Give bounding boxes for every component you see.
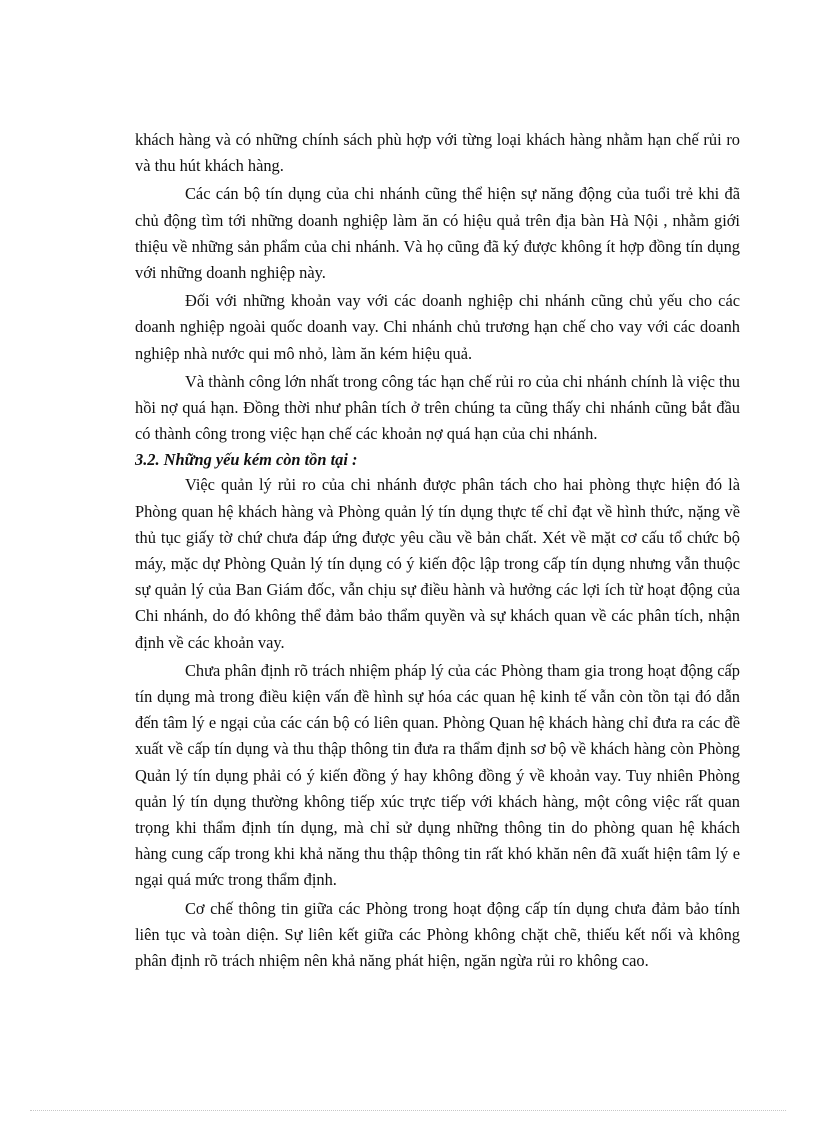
document-page	[135, 127, 740, 974]
paragraph: Việc quản lý rủi ro của chi nhánh được phân tách cho hai phòng thực hiện đó là Phòng quan hệ khách hàng và Phòng quản lý tín dụng thực tế chỉ đạt về hình thức, nặng về thủ tục giấy tờ chứ chưa đáp ứng được yêu cầu về bản chất. Xét về mặt cơ cấu tổ chức bộ máy, mặc dự Phòng Quản lý tín dụng có ý kiến độc lập trong cấp tín dụng nhưng vẫn thuộc sự quản lý của Ban Giám đốc, vẫn chịu sự điều hành và hưởng các lợi ích từ hoạt động của Chi nhánh, do đó không thể đảm bảo thẩm quyền và sự khách quan về các phân tích, nhận định về các khoản vay.	[135, 475, 740, 652]
paragraph: Chưa phân định rõ trách nhiệm pháp lý của các Phòng tham gia trong hoạt động cấp tín dụng mà trong điều kiện vấn đề hình sự hóa các quan hệ kinh tế vẫn còn tồn tại đó dẫn đến tâm lý e ngại của các cán bộ có liên quan. Phòng Quan hệ khách hàng chỉ đưa ra các đề xuất về cấp tín dụng và thu thập thông tin đưa ra thẩm định sơ bộ về khách hàng còn Phòng Quản lý tín dụng phải có ý kiến đồng ý hay không đồng ý về khoản vay. Tuy nhiên Phòng quản lý tín dụng thường không tiếp xúc trực tiếp với khách hàng, một công việc rất quan trọng khi thẩm định tín dụng, mà chỉ sử dụng những thông tin do phòng quan hệ khách hàng cung cấp trong khi khả năng thu thập thông tin rất khó khăn nên đã xuất hiện tâm lý e ngại quá mức trong thẩm định.	[135, 660, 740, 890]
section-heading: 3.2. Những yếu kém còn tồn tại :	[135, 450, 358, 470]
paragraph: Các cán bộ tín dụng của chi nhánh cũng thể hiện sự năng động của tuổi trẻ khi đã chủ động tìm tới những doanh nghiệp làm ăn có hiệu quả trên địa bàn Hà Nội , nhằm giới thiệu về những sản phẩm của chi nhánh. Và họ cũng đã ký được không ít hợp đồng tín dụng với những doanh nghiệp này.	[135, 184, 740, 283]
paragraph: Và thành công lớn nhất trong công tác hạn chế rủi ro của chi nhánh chính là việc thu hồi nợ quá hạn. Đồng thời như phân tích ở trên chúng ta cũng thấy chi nhánh cũng bắt đầu có thành công trong việc hạn chế các khoản nợ quá hạn của chi nhánh.	[135, 371, 740, 444]
paragraph-continuation: khách hàng và có những chính sách phù hợp với từng loại khách hàng nhằm hạn chế rủi ro và thu hút khách hàng.	[135, 130, 740, 176]
paragraph: Đối với những khoản vay với các doanh nghiệp chi nhánh cũng chủ yếu cho các doanh nghiệp ngoài quốc doanh vay. Chi nhánh chủ trương hạn chế cho vay với các doanh nghiệp nhà nước qui mô nhỏ, làm ăn kém hiệu quả.	[135, 291, 740, 363]
paragraph: Cơ chế thông tin giữa các Phòng trong hoạt động cấp tín dụng chưa đảm bảo tính liên tục và toàn diện. Sự liên kết giữa các Phòng không chặt chẽ, thiếu kết nối và không phân định rõ trách nhiệm nên khả năng phát hiện, ngăn ngừa rủi ro không cao.	[135, 898, 740, 971]
page-footer-divider	[30, 1110, 786, 1111]
